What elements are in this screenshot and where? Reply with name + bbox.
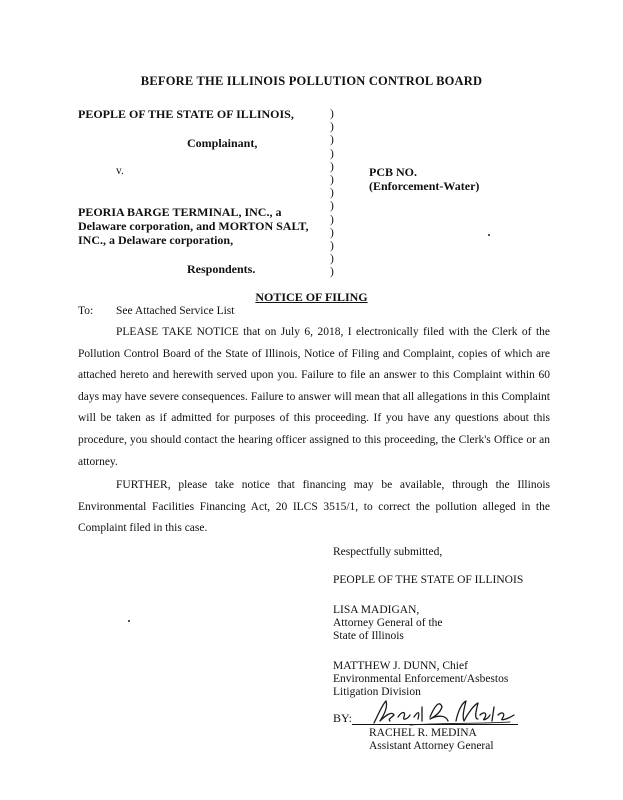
notice-title: NOTICE OF FILING [255, 290, 368, 304]
defendants-line-2: Delaware corporation, and MORTON SALT, [78, 219, 309, 233]
board-heading: BEFORE THE ILLINOIS POLLUTION CONTROL BOARD [140, 74, 483, 88]
to-value: See Attached Service List [116, 305, 235, 317]
scan-speck [128, 620, 130, 622]
attorney-general-title-2: State of Illinois [333, 630, 404, 642]
signature-line [352, 724, 518, 725]
chief-name: MATTHEW J. DUNN, Chief [333, 660, 468, 672]
attorney-general-title-1: Attorney General of the [333, 617, 443, 629]
by-label: BY: [333, 711, 352, 725]
signer-title: Assistant Attorney General [369, 740, 494, 752]
defendants-line-1: PEORIA BARGE TERMINAL, INC., a [78, 205, 282, 219]
plaintiff-name: PEOPLE OF THE STATE OF ILLINOIS, [78, 107, 294, 121]
signer-name: RACHEL R. MEDINA [369, 727, 477, 739]
notice-paragraph-2: FURTHER, please take notice that financing may be available, through the Illinois Environmental Facilities Financing Act, 20 ILCS 3515/1, to correct the pollution alleged in the Complaint filed in this case. [78, 479, 550, 535]
plaintiff-role: Complainant, [187, 136, 258, 150]
scan-speck [488, 234, 490, 236]
case-number: PCB NO. [369, 165, 417, 179]
notice-paragraph-1: PLEASE TAKE NOTICE that on July 6, 2018, I electronically filed with the Clerk of the Pollution Control Board of the State of Illinois, Notice of Filing and Complaint, copies of which are attached hereto and herewith served upon you. Failure to file an answer to this Complaint within 60 days may have severe consequences. Failure to answer will mean that all allegations in this Complaint will be taken as if admitted for purposes of this proceeding. If you have any questions about this procedure, you should contact the hearing officer assigned to this proceeding, the Clerk's Office or an attorney. [78, 326, 550, 468]
case-type: (Enforcement-Water) [369, 179, 480, 193]
attorney-general-name: LISA MADIGAN, [333, 604, 420, 616]
caption-parenthesis-column: ) ) ) ) ) ) ) ) ) ) ) ) ) [330, 108, 334, 279]
chief-title-2: Litigation Division [333, 686, 421, 698]
versus-label: v. [116, 165, 124, 177]
party-name: PEOPLE OF THE STATE OF ILLINOIS [333, 574, 524, 586]
defendants-line-3: INC., a Delaware corporation, [78, 233, 234, 247]
closing: Respectfully submitted, [333, 546, 443, 558]
to-label: To: [78, 305, 94, 317]
defendants-role: Respondents. [187, 262, 256, 276]
chief-title-1: Environmental Enforcement/Asbestos [333, 673, 509, 685]
